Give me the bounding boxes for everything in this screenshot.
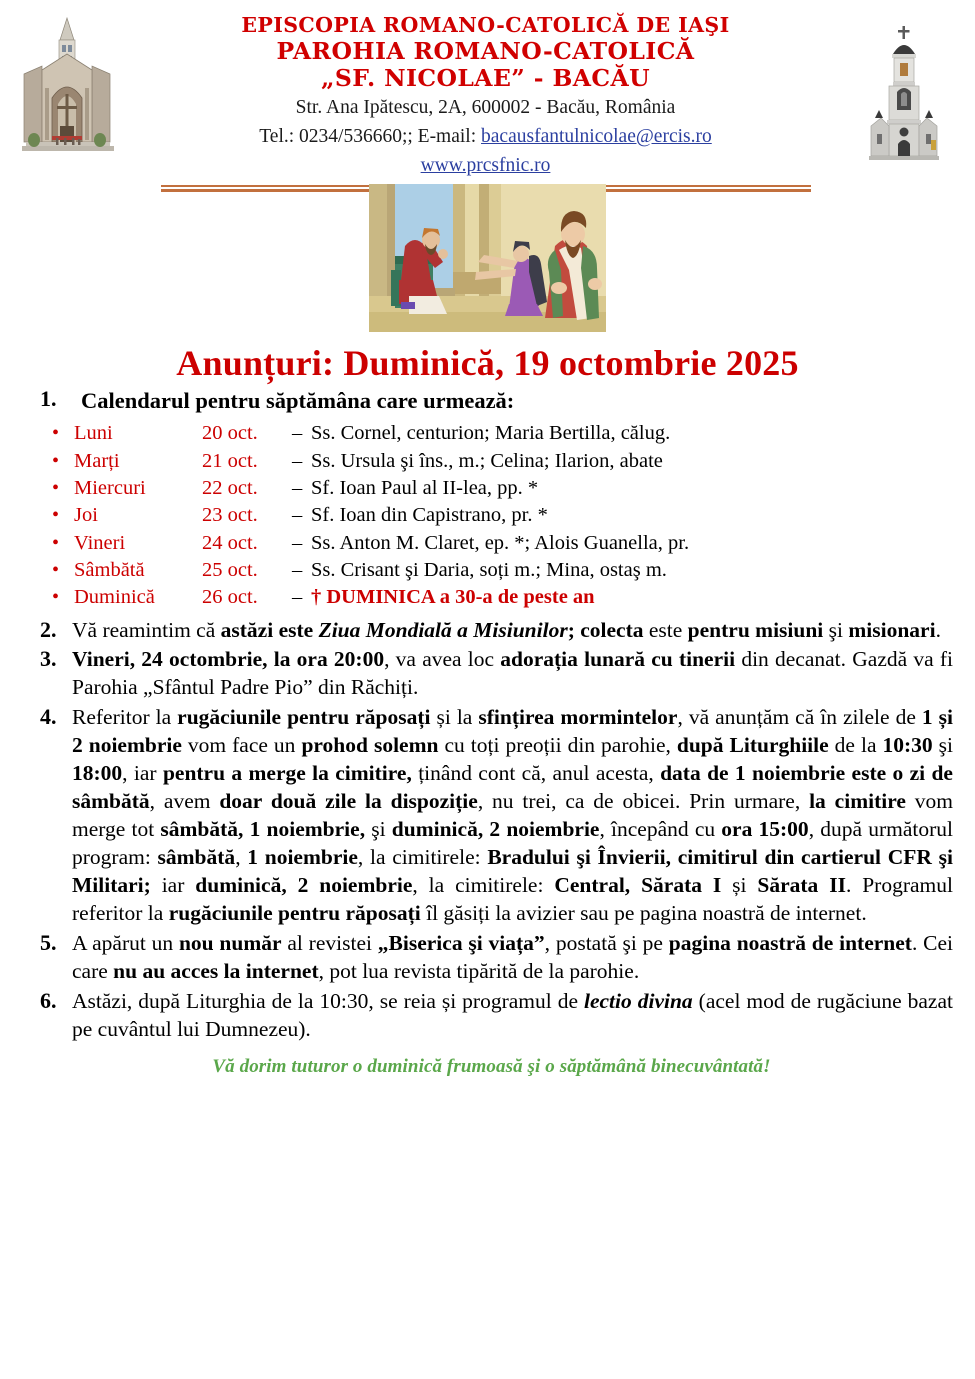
bell-tower-logo-right — [849, 14, 959, 164]
calendar-dash: – — [292, 422, 303, 445]
parish-line-1: PAROHIA ROMANO-CATOLICĂ — [276, 36, 695, 65]
calendar-date: 20 oct. — [202, 422, 258, 445]
announcement-item-4 — [30, 704, 953, 928]
address-line: Str. Ana Ipătescu, 2A, 600002 - Bacău, România — [295, 97, 676, 119]
page-header — [0, 0, 975, 177]
item-text: Vă reamintim că astăzi este Ziua Mondială a Misiunilor; colecta este pentru misiuni şi misionari. — [72, 617, 941, 642]
calendar-date: 25 oct. — [202, 558, 258, 581]
list-bullet: • — [52, 558, 60, 581]
calendar-day: Miercuri — [74, 476, 146, 499]
calendar-row — [30, 476, 689, 503]
contact-line — [128, 125, 843, 150]
announcement-item-6 — [30, 988, 953, 1044]
gospel-illustration — [369, 184, 606, 332]
page-title: Anunțuri: Duminică, 19 octombrie 2025 — [176, 343, 799, 383]
list-bullet: • — [52, 531, 60, 554]
item-text: A apărut un nou număr al revistei „Biserica şi viața”, postată şi pe pagina noastră de internet. Cei care nu au acces la internet, pot lua revista tipărită de la parohie. — [72, 930, 953, 983]
calendar-dash: – — [292, 476, 303, 499]
item-text: Referitor la rugăciunile pentru răposați și la sfințirea mormintelor, vă anunțăm că în zilele de 1 și 2 noiembrie vom face un prohod solemn cu toți preoții din parohie, după Liturghiile de la 10:30 şi 18:00, iar pentru a merge la cimitire, ținând cont că, anul acesta, data de 1 noiembrie este o zi de sâmbătă, avem doar două zile la dispoziție, nu trei, ca de obicei. Prin urmare, la cimitire vom merge tot sâmbătă, 1 noiembrie, şi duminică, 2 noiembrie, începând cu ora 15:00, după următorul program: sâmbătă, 1 noiembrie, la cimitirele: Bradului şi Învierii, cimitirul din cartierul CFR şi Militari; iar duminică, 2 noiembrie, la cimitirele: Central, Sărata I și Sărata II. Programul referitor la rugăciunile pentru răposați îl găsiți la avizier sau pe pagina noastră de internet. — [72, 705, 954, 925]
list-bullet: • — [52, 504, 60, 527]
announcement-item-1 — [30, 386, 953, 415]
announcements-body — [0, 386, 975, 1078]
calendar-saints: Ss. Anton M. Claret, ep. *; Alois Guanella, pr. — [311, 531, 690, 554]
calendar-day: Vineri — [74, 531, 126, 554]
calendar-saints: Ss. Crisant şi Daria, soți m.; Mina, ostaş m. — [311, 558, 667, 581]
calendar-day: Marți — [74, 449, 120, 472]
calendar-saints: Sf. Ioan Paul al II-lea, pp. * — [311, 476, 539, 499]
calendar-row — [30, 449, 689, 476]
calendar-day: Joi — [74, 504, 98, 527]
calendar-dash: – — [292, 558, 303, 581]
calendar-saints: † DUMINICA a 30-a de peste an — [311, 586, 595, 609]
bell-tower-icon — [849, 14, 959, 164]
calendar-day: Sâmbătă — [74, 558, 145, 581]
calendar-day: Duminică — [74, 586, 155, 609]
calendar-date: 24 oct. — [202, 531, 258, 554]
list-bullet: • — [52, 476, 60, 499]
gospel-scene-icon — [369, 184, 606, 332]
item-text: Vineri, 24 octombrie, la ora 20:00, va avea loc adorația lunară cu tinerii din decanat. Gazdă va fi Parohia „Sfântul Padre Pio” din Răchiți. — [72, 647, 954, 700]
closing-blessing: Vă dorim tuturor o duminică frumoasă şi o săptămână binecuvântată! — [212, 1055, 771, 1077]
calendar-date: 23 oct. — [202, 504, 258, 527]
calendar-date: 26 oct. — [202, 586, 258, 609]
announcement-item-5 — [30, 930, 953, 986]
calendar-date: 21 oct. — [202, 449, 258, 472]
calendar-saints: Ss. Ursula şi îns., m.; Celina; Ilarion, abate — [311, 449, 663, 472]
header-text-block — [122, 14, 849, 192]
email-link[interactable]: bacausfantulnicolae@ercis.ro — [481, 126, 712, 148]
calendar-row — [30, 531, 689, 558]
website-link[interactable]: www.prcsfnic.ro — [420, 155, 551, 177]
website-line — [128, 154, 843, 179]
item-number: 1. — [40, 386, 57, 411]
calendar-row — [30, 585, 689, 612]
calendar-dash: – — [292, 531, 303, 554]
illustration-wrapper — [0, 184, 975, 332]
calendar-rows — [30, 421, 689, 612]
list-bullet: • — [52, 586, 60, 609]
calendar-date: 22 oct. — [202, 476, 258, 499]
calendar-row — [30, 558, 689, 585]
list-bullet: • — [52, 449, 60, 472]
announcement-item-2 — [30, 617, 953, 645]
calendar-dash: – — [292, 449, 303, 472]
calendar-row — [30, 503, 689, 530]
parish-line-2: „SF. NICOLAE” - BACĂU — [320, 64, 651, 93]
phone-label: Tel.: 0234/536660;; E-mail: — [259, 126, 482, 148]
item-number: 3. — [40, 646, 57, 672]
calendar-row — [30, 421, 689, 448]
item-heading: Calendarul pentru săptămâna care urmează: — [81, 388, 515, 413]
item-text: Astăzi, după Liturghia de la 10:30, se reia și programul de lectio divina (acel mod de rugăciune bazat pe cuvântul lui Dumnezeu). — [72, 988, 953, 1041]
item-number: 4. — [40, 704, 57, 730]
item-number: 6. — [40, 987, 57, 1013]
church-building-logo-left — [12, 14, 122, 164]
calendar-saints: Sf. Ioan din Capistrano, pr. * — [311, 504, 548, 527]
item-number: 5. — [40, 929, 57, 955]
calendar-dash: – — [292, 586, 303, 609]
church-facade-icon — [12, 14, 122, 164]
diocese-line: EPISCOPIA ROMANO-CATOLICĂ DE IAŞI — [241, 13, 730, 37]
calendar-day: Luni — [74, 422, 113, 445]
calendar-dash: – — [292, 504, 303, 527]
list-bullet: • — [52, 422, 60, 445]
announcement-item-3 — [30, 646, 953, 702]
weekly-calendar-table — [30, 421, 689, 612]
calendar-saints: Ss. Cornel, centurion; Maria Bertilla, călug. — [311, 422, 671, 445]
item-number: 2. — [40, 616, 57, 642]
